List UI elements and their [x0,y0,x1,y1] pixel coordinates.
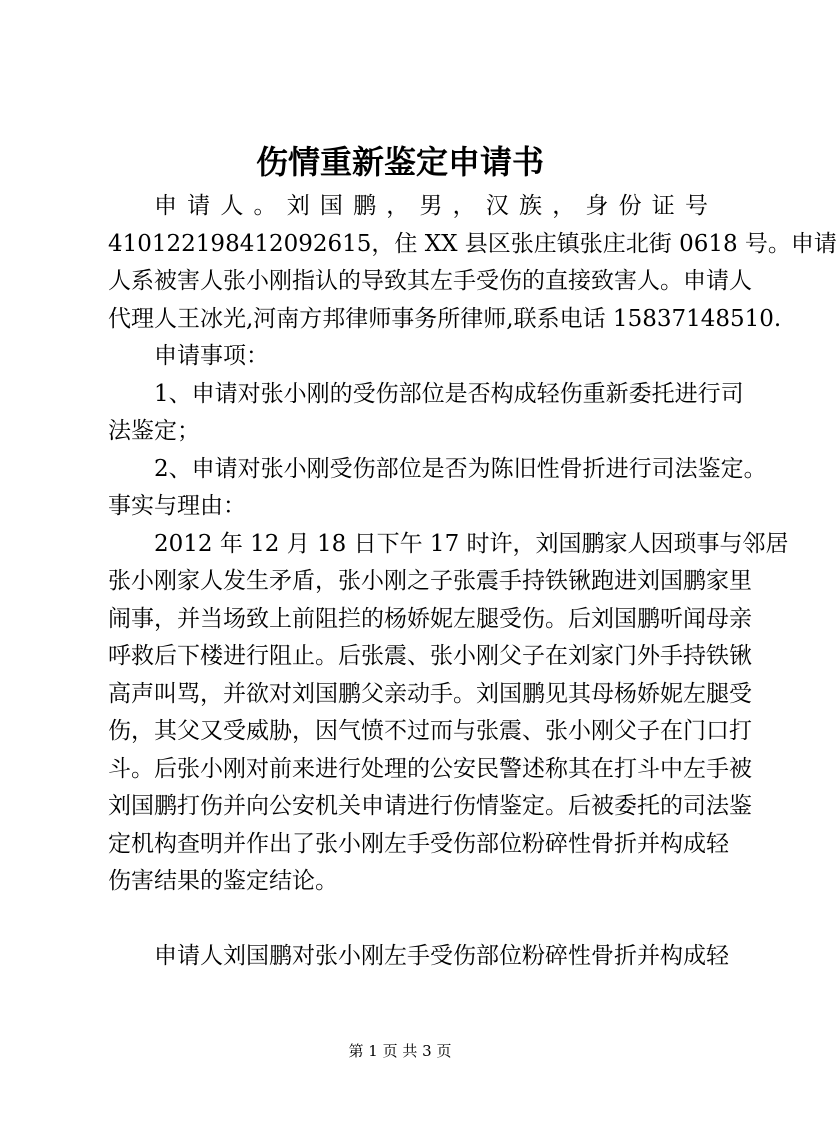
facts-line-10: 伤害结果的鉴定结论。 [108,868,338,894]
facts-line-2: 张小刚家人发生矛盾，张小刚之子张震手持铁锹跑进刘国鹏家里 [108,568,752,594]
text-line-agent: 代理人王冰光,河南方邦律师事务所律师,联系电话 15837148510. [108,305,782,332]
text-line-id-address: 41012219841209​2615，住 XX 县区张庄镇张庄北街 0618 号。申请 [108,230,837,257]
document-title: 伤情重新鉴定申请书 [255,143,544,181]
section-heading-requests: 申请事项： [154,343,269,369]
request-item-2: 2、申请对张小刚受伤部位是否为陈旧性骨折进行司法鉴定。 [154,455,767,482]
facts-line-8: 刘国鹏打伤并向公安机关申请进行伤情鉴定。后被委托的司法鉴 [108,793,752,819]
text-line-applicant: 申 请 人 。 刘 国 鹏 ， 男 ， 汉 族 ， 身 份 证 号 [154,193,708,219]
text-line-relation: 人系被害人张小刚指认的导致其左手受伤的直接致害人。申请人 [108,268,752,294]
document-body [108,188,837,976]
facts-line-3: 闹事，并当场致上前阻拦的杨娇妮左腿受伤。后刘国鹏听闻母亲 [108,605,752,632]
argument-line-1: 申请人刘国鹏对张小刚左手受伤部位粉碎性骨折并构成轻 [154,943,729,969]
request-item-1-cont: 法鉴定； [108,418,200,444]
request-item-1: 1、申请对张小刚的受伤部位是否构成轻伤重新委托进行司 [154,380,744,407]
facts-line-6: 伤，其父又受威胁，因气愤不过而与张震、张小刚父子在门口打 [108,718,752,744]
blank-line [108,901,708,939]
facts-line-1: 2012 年 12 月 18 日下午 17 时许，刘国鹏家人因琐事与邻居 [154,530,789,557]
facts-line-5: 高声叫骂，并欲对刘国鹏父亲动手。刘国鹏见其母杨娇妮左腿受 [108,680,752,707]
section-heading-facts: 事实与理由： [108,493,246,519]
facts-line-4: 呼救后下楼进行阻止。后张震、张小刚父子在刘家门外手持铁锹 [108,643,752,669]
facts-line-7: 斗。后张小刚对前来进行处理的公安民警述称其在打斗中左手被 [108,755,752,782]
page-footer: 第 1 页 共 3 页 [348,1042,452,1060]
facts-line-9: 定机构查明并作出了张小刚左手受伤部位粉碎性骨折并构成轻 [108,830,729,857]
